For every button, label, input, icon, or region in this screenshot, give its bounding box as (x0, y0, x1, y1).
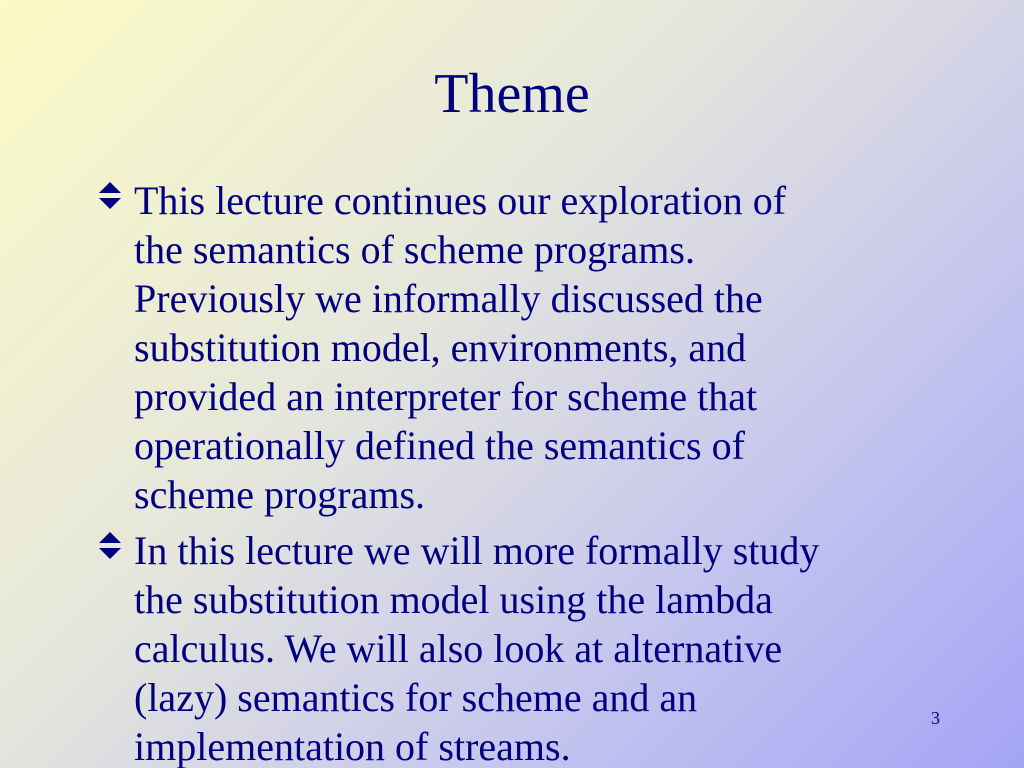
bullet-line: substitution model, environments, and (134, 325, 747, 370)
bullet-line: calculus. We will also look at alternative (134, 626, 783, 671)
bullet-text (134, 526, 926, 768)
bullet-line: the semantics of scheme programs. (134, 227, 695, 272)
bullet-list (96, 176, 926, 768)
bullet-line: (lazy) semantics for scheme and an (134, 675, 698, 720)
slide-title: Theme (434, 63, 590, 125)
bullet-item (96, 526, 926, 768)
page-number: 3 (931, 708, 940, 728)
up-down-diamond-bullet-icon (96, 530, 124, 562)
bullet-item (96, 176, 926, 519)
bullet-line: Previously we informally discussed the (134, 276, 763, 321)
bullet-line: implementation of streams. (134, 724, 571, 768)
bullet-text (134, 176, 926, 519)
bullet-line: operationally defined the semantics of (134, 423, 745, 468)
bullet-line: provided an interpreter for scheme that (134, 374, 758, 419)
bullet-line: scheme programs. (134, 472, 426, 517)
up-down-diamond-bullet-icon (96, 180, 124, 212)
bullet-line: In this lecture we will more formally study (134, 528, 820, 573)
bullet-line: the substitution model using the lambda (134, 577, 773, 622)
bullet-line: This lecture continues our exploration of (134, 178, 787, 223)
